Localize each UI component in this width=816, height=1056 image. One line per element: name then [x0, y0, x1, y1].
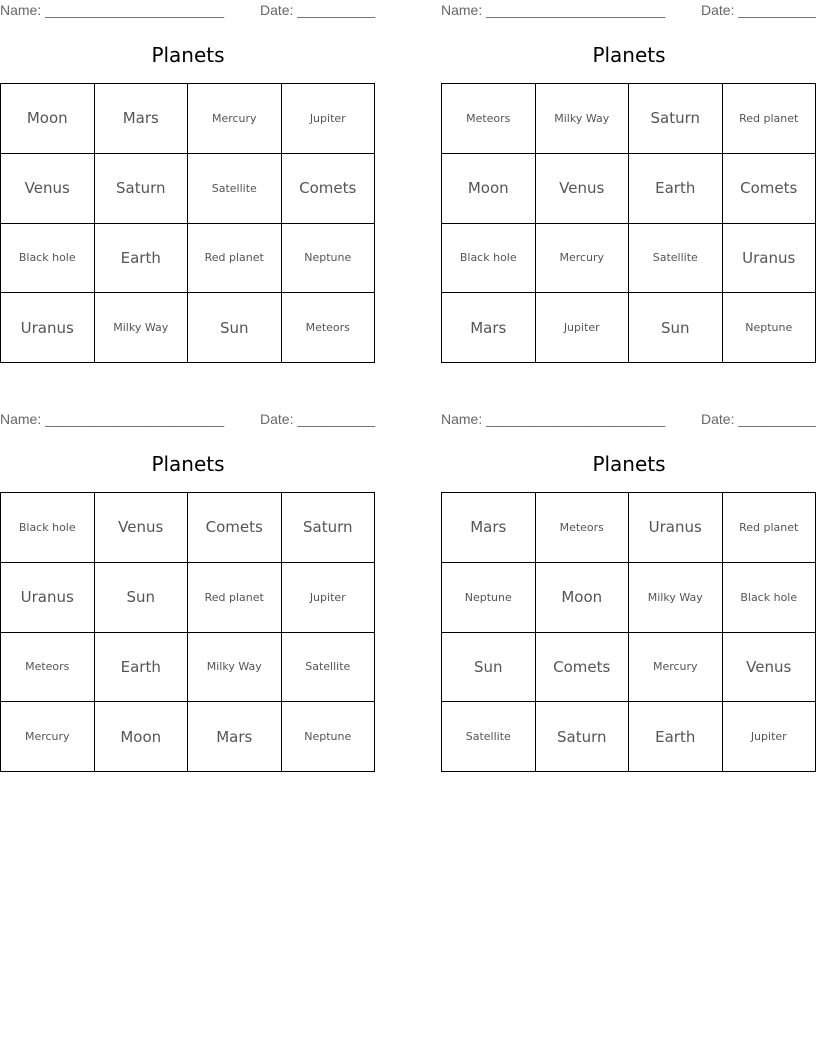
bingo-cell: Satellite	[188, 154, 282, 224]
name-blank-line: _______________________	[486, 411, 666, 427]
bingo-cell: Jupiter	[536, 293, 630, 363]
bingo-cell: Mercury	[188, 84, 282, 154]
date-field	[260, 2, 375, 19]
bingo-grid	[0, 492, 375, 772]
date-blank-line: __________	[738, 2, 816, 18]
bingo-cell: Comets	[723, 154, 816, 224]
bingo-cell: Moon	[442, 154, 536, 224]
bingo-cell: Earth	[95, 633, 189, 703]
bingo-cell: Black hole	[723, 563, 816, 633]
bingo-card	[441, 0, 816, 370]
bingo-cell: Red planet	[188, 224, 282, 294]
bingo-cell: Uranus	[723, 224, 816, 294]
bingo-cell: Mercury	[629, 633, 723, 703]
bingo-cell: Mars	[442, 493, 536, 563]
card-title: Planets	[592, 452, 666, 476]
bingo-cell: Black hole	[442, 224, 536, 294]
bingo-cell: Saturn	[536, 702, 630, 772]
bingo-cell: Mercury	[536, 224, 630, 294]
bingo-cell: Milky Way	[536, 84, 630, 154]
bingo-cell: Milky Way	[188, 633, 282, 703]
date-field	[701, 411, 816, 428]
date-field	[260, 411, 375, 428]
bingo-cell: Venus	[95, 493, 189, 563]
bingo-cell: Earth	[629, 154, 723, 224]
bingo-cell: Milky Way	[629, 563, 723, 633]
bingo-cell: Mars	[188, 702, 282, 772]
bingo-card	[0, 409, 376, 779]
bingo-cell: Satellite	[282, 633, 376, 703]
bingo-cell: Red planet	[723, 493, 816, 563]
date-blank-line: __________	[297, 2, 376, 18]
bingo-cell: Comets	[536, 633, 630, 703]
bingo-cell: Uranus	[629, 493, 723, 563]
bingo-cell: Jupiter	[723, 702, 816, 772]
bingo-cell: Satellite	[629, 224, 723, 294]
name-label: Name:	[441, 2, 483, 18]
bingo-cell: Mars	[442, 293, 536, 363]
bingo-cell: Moon	[536, 563, 630, 633]
name-blank-line: _______________________	[45, 411, 225, 427]
bingo-cell: Meteors	[282, 293, 376, 363]
bingo-cell: Venus	[723, 633, 816, 703]
bingo-cell: Sun	[442, 633, 536, 703]
name-blank-line: _______________________	[45, 2, 225, 18]
name-label: Name:	[0, 411, 42, 427]
bingo-cell: Comets	[282, 154, 376, 224]
bingo-cell: Red planet	[723, 84, 816, 154]
bingo-grid	[441, 492, 816, 772]
date-field	[701, 2, 816, 19]
date-label: Date:	[701, 2, 735, 18]
name-label: Name:	[441, 411, 483, 427]
bingo-cell: Meteors	[1, 633, 95, 703]
card-title: Planets	[151, 43, 225, 67]
bingo-cell: Meteors	[536, 493, 630, 563]
bingo-cell: Moon	[1, 84, 95, 154]
bingo-cell: Red planet	[188, 563, 282, 633]
bingo-cell: Neptune	[282, 702, 376, 772]
bingo-card	[0, 0, 376, 370]
bingo-cell: Sun	[95, 563, 189, 633]
name-label: Name:	[0, 2, 42, 18]
bingo-cell: Milky Way	[95, 293, 189, 363]
bingo-cell: Sun	[188, 293, 282, 363]
bingo-cell: Mars	[95, 84, 189, 154]
bingo-cell: Black hole	[1, 224, 95, 294]
bingo-cell: Uranus	[1, 293, 95, 363]
bingo-cell: Moon	[95, 702, 189, 772]
date-blank-line: __________	[738, 411, 816, 427]
bingo-cell: Neptune	[723, 293, 816, 363]
bingo-grid	[441, 83, 816, 363]
bingo-card	[441, 409, 816, 779]
bingo-cell: Earth	[629, 702, 723, 772]
bingo-cell: Neptune	[282, 224, 376, 294]
date-label: Date:	[260, 2, 294, 18]
bingo-cell: Satellite	[442, 702, 536, 772]
bingo-cell: Earth	[95, 224, 189, 294]
bingo-grid	[0, 83, 375, 363]
bingo-cell: Black hole	[1, 493, 95, 563]
name-field	[0, 411, 224, 428]
name-blank-line: _______________________	[486, 2, 666, 18]
bingo-cell: Saturn	[282, 493, 376, 563]
name-field	[0, 2, 224, 19]
bingo-cell: Mercury	[1, 702, 95, 772]
bingo-cell: Saturn	[95, 154, 189, 224]
date-label: Date:	[701, 411, 735, 427]
date-label: Date:	[260, 411, 294, 427]
bingo-cell: Venus	[1, 154, 95, 224]
bingo-cell: Venus	[536, 154, 630, 224]
card-title: Planets	[592, 43, 666, 67]
bingo-cell: Comets	[188, 493, 282, 563]
date-blank-line: __________	[297, 411, 376, 427]
bingo-cell: Meteors	[442, 84, 536, 154]
bingo-cell: Jupiter	[282, 84, 376, 154]
bingo-cell: Saturn	[629, 84, 723, 154]
bingo-cell: Uranus	[1, 563, 95, 633]
name-field	[441, 411, 665, 428]
bingo-cell: Sun	[629, 293, 723, 363]
card-title: Planets	[151, 452, 225, 476]
bingo-cell: Neptune	[442, 563, 536, 633]
name-field	[441, 2, 665, 19]
bingo-cell: Jupiter	[282, 563, 376, 633]
